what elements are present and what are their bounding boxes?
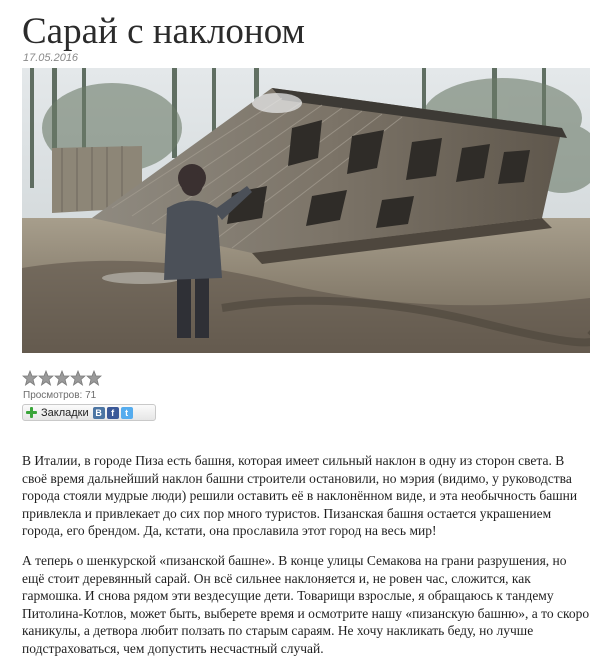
facebook-icon[interactable]: f (107, 407, 119, 419)
bookmarks-label: Закладки (41, 406, 89, 419)
vk-icon[interactable]: B (93, 407, 105, 419)
star-icon[interactable] (54, 370, 70, 386)
article-paragraph: А теперь о шенкурской «пизанской башне». В конце улицы Семакова на грани разрушения, но ещё стоит деревянный сарай. Он всё сильнее наклоняется и, не ровен час, сложится, как гармошка. И снова рядом эти вездесущие дети. Товарищи взрослые, я обращаюсь к тандему Питолина-Котлов, может быть, выберете время и осмотрите нашу «пизанскую башню», а то скоро каникулы, а детвора любит ползать по старым сараям. Не хочу накликать беду, но лучше подстраховаться, чем допустить несчастный случай. (22, 552, 590, 656)
article-paragraph: В Италии, в городе Пиза есть башня, которая имеет сильный наклон в одну из сторон света. В своё время дальнейший наклон башни строители остановили, но мэрия (видимо, у руководства города стояли мудрые люди) решили оставить её в наклонённом виде, и эта необычность башни привлекла и привлекает до сих пор много туристов. Пизанская башня остается украшением города, его брендом. Да, кстати, она прославила этот город на весь мир! (22, 453, 578, 539)
article-photo (22, 68, 590, 353)
views-count: Просмотров: 71 (23, 390, 97, 401)
publish-date: 17.05.2016 (23, 52, 79, 64)
bookmarks-button[interactable] (22, 404, 156, 421)
plus-icon (26, 407, 37, 418)
twitter-icon[interactable]: t (121, 407, 133, 419)
page-title: Сарай с наклоном (22, 11, 305, 52)
star-icon[interactable] (38, 370, 54, 386)
star-rating[interactable] (22, 370, 102, 386)
star-icon[interactable] (86, 370, 102, 386)
leaning-shed-photo (22, 68, 590, 353)
article-body (22, 452, 592, 670)
star-icon[interactable] (22, 370, 38, 386)
star-icon[interactable] (70, 370, 86, 386)
